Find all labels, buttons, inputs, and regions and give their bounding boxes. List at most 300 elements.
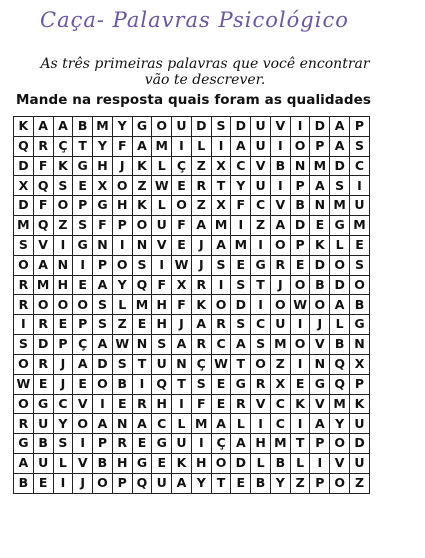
grid-cell[interactable]: C <box>270 394 290 414</box>
grid-cell[interactable]: X <box>93 176 113 196</box>
grid-cell[interactable]: E <box>33 374 53 394</box>
grid-cell[interactable]: G <box>251 255 271 275</box>
grid-cell[interactable]: S <box>350 255 370 275</box>
grid-cell[interactable]: J <box>191 255 211 275</box>
grid-cell[interactable]: O <box>330 473 350 493</box>
grid-cell[interactable]: A <box>33 255 53 275</box>
grid-cell[interactable]: B <box>290 196 310 216</box>
grid-cell[interactable]: V <box>310 335 330 355</box>
grid-cell[interactable]: K <box>172 454 192 474</box>
grid-cell[interactable]: O <box>290 335 310 355</box>
grid-cell[interactable]: Q <box>132 275 152 295</box>
grid-cell[interactable]: I <box>310 454 330 474</box>
grid-cell[interactable]: Z <box>251 216 271 236</box>
grid-cell[interactable]: A <box>93 414 113 434</box>
grid-cell[interactable]: I <box>53 235 73 255</box>
grid-cell[interactable]: M <box>93 117 113 137</box>
grid-cell[interactable]: O <box>211 295 231 315</box>
grid-cell[interactable]: Z <box>53 216 73 236</box>
grid-cell[interactable]: Y <box>112 117 132 137</box>
grid-cell[interactable]: U <box>251 136 271 156</box>
grid-cell[interactable]: E <box>290 374 310 394</box>
grid-cell[interactable]: O <box>251 354 271 374</box>
grid-cell[interactable]: B <box>14 473 34 493</box>
grid-cell[interactable]: J <box>53 374 73 394</box>
grid-cell[interactable]: L <box>231 414 251 434</box>
grid-cell[interactable]: I <box>251 235 271 255</box>
grid-cell[interactable]: A <box>53 117 73 137</box>
grid-cell[interactable]: E <box>152 454 172 474</box>
grid-cell[interactable]: K <box>132 156 152 176</box>
grid-cell[interactable]: E <box>73 176 93 196</box>
grid-cell[interactable]: S <box>93 295 113 315</box>
grid-cell[interactable]: J <box>112 156 132 176</box>
grid-cell[interactable]: A <box>231 136 251 156</box>
grid-cell[interactable]: Y <box>231 176 251 196</box>
grid-cell[interactable]: O <box>73 295 93 315</box>
grid-cell[interactable]: H <box>53 275 73 295</box>
grid-cell[interactable]: D <box>231 117 251 137</box>
grid-cell[interactable]: J <box>73 473 93 493</box>
grid-cell[interactable]: P <box>93 255 113 275</box>
grid-cell[interactable]: R <box>14 414 34 434</box>
grid-cell[interactable]: I <box>270 176 290 196</box>
grid-cell[interactable]: G <box>93 196 113 216</box>
grid-cell[interactable]: R <box>132 394 152 414</box>
grid-cell[interactable]: I <box>172 394 192 414</box>
grid-cell[interactable]: O <box>33 295 53 315</box>
grid-cell[interactable]: I <box>350 176 370 196</box>
grid-cell[interactable]: C <box>270 414 290 434</box>
grid-cell[interactable]: A <box>191 315 211 335</box>
grid-cell[interactable]: H <box>191 454 211 474</box>
grid-cell[interactable]: Z <box>191 156 211 176</box>
grid-cell[interactable]: R <box>211 315 231 335</box>
grid-cell[interactable]: C <box>350 156 370 176</box>
grid-cell[interactable]: Z <box>132 176 152 196</box>
grid-cell[interactable]: R <box>231 394 251 414</box>
grid-cell[interactable]: E <box>290 255 310 275</box>
grid-cell[interactable]: B <box>350 295 370 315</box>
grid-cell[interactable]: N <box>290 156 310 176</box>
grid-cell[interactable]: B <box>73 117 93 137</box>
grid-cell[interactable]: J <box>53 354 73 374</box>
grid-cell[interactable]: K <box>191 295 211 315</box>
grid-cell[interactable]: S <box>132 255 152 275</box>
grid-cell[interactable]: R <box>14 275 34 295</box>
grid-cell[interactable]: D <box>14 196 34 216</box>
grid-cell[interactable]: K <box>14 117 34 137</box>
grid-cell[interactable]: O <box>350 275 370 295</box>
grid-cell[interactable]: S <box>73 216 93 236</box>
grid-cell[interactable]: G <box>33 394 53 414</box>
grid-cell[interactable]: L <box>290 454 310 474</box>
grid-cell[interactable]: I <box>251 295 271 315</box>
grid-cell[interactable]: S <box>211 117 231 137</box>
grid-cell[interactable]: L <box>251 454 271 474</box>
grid-cell[interactable]: H <box>112 454 132 474</box>
grid-cell[interactable]: P <box>53 335 73 355</box>
grid-cell[interactable]: A <box>132 136 152 156</box>
grid-cell[interactable]: G <box>14 434 34 454</box>
grid-cell[interactable]: S <box>152 335 172 355</box>
grid-cell[interactable]: I <box>251 414 271 434</box>
grid-cell[interactable]: D <box>350 434 370 454</box>
grid-cell[interactable]: P <box>93 434 113 454</box>
grid-cell[interactable]: Y <box>112 275 132 295</box>
grid-cell[interactable]: X <box>14 176 34 196</box>
grid-cell[interactable]: B <box>112 374 132 394</box>
grid-cell[interactable]: Ç <box>73 335 93 355</box>
grid-cell[interactable]: C <box>152 414 172 434</box>
grid-cell[interactable]: B <box>270 156 290 176</box>
grid-cell[interactable]: P <box>310 434 330 454</box>
grid-cell[interactable]: P <box>112 216 132 236</box>
grid-cell[interactable]: U <box>251 117 271 137</box>
grid-cell[interactable]: K <box>53 156 73 176</box>
grid-cell[interactable]: L <box>53 454 73 474</box>
grid-cell[interactable]: N <box>172 354 192 374</box>
grid-cell[interactable]: X <box>172 275 192 295</box>
grid-cell[interactable]: A <box>191 216 211 236</box>
grid-cell[interactable]: P <box>310 136 330 156</box>
grid-cell[interactable]: I <box>211 275 231 295</box>
grid-cell[interactable]: L <box>152 156 172 176</box>
grid-cell[interactable]: H <box>152 394 172 414</box>
grid-cell[interactable]: N <box>53 255 73 275</box>
grid-cell[interactable]: Ç <box>53 136 73 156</box>
grid-cell[interactable]: S <box>14 235 34 255</box>
grid-cell[interactable]: A <box>330 295 350 315</box>
grid-cell[interactable]: T <box>172 374 192 394</box>
grid-cell[interactable]: Z <box>270 354 290 374</box>
grid-cell[interactable]: O <box>270 235 290 255</box>
grid-cell[interactable]: N <box>310 354 330 374</box>
grid-cell[interactable]: V <box>251 156 271 176</box>
grid-cell[interactable]: E <box>310 216 330 236</box>
grid-cell[interactable]: T <box>73 136 93 156</box>
grid-cell[interactable]: V <box>310 394 330 414</box>
grid-cell[interactable]: J <box>270 275 290 295</box>
grid-cell[interactable]: G <box>73 156 93 176</box>
grid-cell[interactable]: M <box>191 414 211 434</box>
grid-cell[interactable]: G <box>231 374 251 394</box>
grid-cell[interactable]: O <box>172 196 192 216</box>
grid-cell[interactable]: P <box>73 196 93 216</box>
grid-cell[interactable]: C <box>53 394 73 414</box>
grid-cell[interactable]: R <box>33 354 53 374</box>
grid-cell[interactable]: Ç <box>191 354 211 374</box>
grid-cell[interactable]: E <box>231 255 251 275</box>
grid-cell[interactable]: K <box>310 235 330 255</box>
grid-cell[interactable]: S <box>53 176 73 196</box>
grid-cell[interactable]: B <box>33 434 53 454</box>
grid-cell[interactable]: U <box>270 315 290 335</box>
grid-cell[interactable]: O <box>53 295 73 315</box>
grid-cell[interactable]: B <box>251 473 271 493</box>
grid-cell[interactable]: R <box>112 434 132 454</box>
grid-cell[interactable]: D <box>231 454 251 474</box>
grid-cell[interactable]: T <box>211 473 231 493</box>
grid-cell[interactable]: O <box>14 354 34 374</box>
grid-cell[interactable]: E <box>211 394 231 414</box>
grid-cell[interactable]: U <box>152 354 172 374</box>
grid-cell[interactable]: P <box>350 374 370 394</box>
grid-cell[interactable]: G <box>132 454 152 474</box>
grid-cell[interactable]: M <box>132 295 152 315</box>
grid-cell[interactable]: O <box>14 394 34 414</box>
grid-cell[interactable]: Z <box>290 473 310 493</box>
grid-cell[interactable]: I <box>191 434 211 454</box>
grid-cell[interactable]: L <box>191 136 211 156</box>
grid-cell[interactable]: N <box>112 414 132 434</box>
grid-cell[interactable]: C <box>251 315 271 335</box>
grid-cell[interactable]: R <box>191 335 211 355</box>
grid-cell[interactable]: E <box>231 473 251 493</box>
grid-cell[interactable]: Q <box>33 176 53 196</box>
grid-cell[interactable]: M <box>33 275 53 295</box>
grid-cell[interactable]: T <box>290 434 310 454</box>
grid-cell[interactable]: D <box>191 117 211 137</box>
grid-cell[interactable]: A <box>310 414 330 434</box>
grid-cell[interactable]: Q <box>14 136 34 156</box>
grid-cell[interactable]: A <box>14 454 34 474</box>
grid-cell[interactable]: D <box>330 156 350 176</box>
grid-cell[interactable]: O <box>132 216 152 236</box>
grid-cell[interactable]: D <box>330 275 350 295</box>
grid-cell[interactable]: S <box>231 315 251 335</box>
grid-cell[interactable]: R <box>14 295 34 315</box>
grid-cell[interactable]: S <box>231 275 251 295</box>
grid-cell[interactable]: S <box>191 374 211 394</box>
grid-cell[interactable]: D <box>310 117 330 137</box>
grid-cell[interactable]: E <box>73 275 93 295</box>
grid-cell[interactable]: G <box>152 434 172 454</box>
grid-cell[interactable]: U <box>33 454 53 474</box>
grid-cell[interactable]: A <box>330 136 350 156</box>
grid-cell[interactable]: G <box>73 235 93 255</box>
grid-cell[interactable]: T <box>231 354 251 374</box>
grid-cell[interactable]: R <box>33 315 53 335</box>
grid-cell[interactable]: V <box>330 454 350 474</box>
grid-cell[interactable]: W <box>14 374 34 394</box>
grid-cell[interactable]: I <box>14 315 34 335</box>
grid-cell[interactable]: A <box>172 335 192 355</box>
grid-cell[interactable]: V <box>73 394 93 414</box>
grid-cell[interactable]: E <box>33 473 53 493</box>
grid-cell[interactable]: X <box>350 354 370 374</box>
grid-cell[interactable]: T <box>132 354 152 374</box>
grid-cell[interactable]: G <box>330 216 350 236</box>
grid-cell[interactable]: X <box>211 156 231 176</box>
grid-cell[interactable]: I <box>152 255 172 275</box>
grid-cell[interactable]: A <box>330 117 350 137</box>
grid-cell[interactable]: A <box>73 354 93 374</box>
grid-cell[interactable]: E <box>53 315 73 335</box>
grid-cell[interactable]: M <box>211 216 231 236</box>
grid-cell[interactable]: I <box>290 117 310 137</box>
grid-cell[interactable]: L <box>172 414 192 434</box>
grid-cell[interactable]: O <box>330 434 350 454</box>
grid-cell[interactable]: Y <box>191 473 211 493</box>
grid-cell[interactable]: A <box>93 335 113 355</box>
grid-cell[interactable]: V <box>270 196 290 216</box>
grid-cell[interactable]: K <box>350 394 370 414</box>
grid-cell[interactable]: W <box>112 335 132 355</box>
grid-cell[interactable]: J <box>191 235 211 255</box>
grid-cell[interactable]: D <box>14 156 34 176</box>
grid-cell[interactable]: G <box>350 315 370 335</box>
grid-cell[interactable]: F <box>33 196 53 216</box>
grid-cell[interactable]: O <box>290 136 310 156</box>
grid-cell[interactable]: U <box>33 414 53 434</box>
grid-cell[interactable]: V <box>152 235 172 255</box>
grid-cell[interactable]: E <box>132 434 152 454</box>
grid-cell[interactable]: O <box>211 454 231 474</box>
grid-cell[interactable]: F <box>33 156 53 176</box>
grid-cell[interactable]: N <box>350 335 370 355</box>
grid-cell[interactable]: M <box>231 235 251 255</box>
grid-cell[interactable]: E <box>211 374 231 394</box>
grid-cell[interactable]: A <box>172 473 192 493</box>
grid-cell[interactable]: V <box>33 235 53 255</box>
grid-cell[interactable]: Y <box>270 473 290 493</box>
grid-cell[interactable]: B <box>93 454 113 474</box>
grid-cell[interactable]: D <box>290 216 310 236</box>
grid-cell[interactable]: N <box>93 235 113 255</box>
grid-cell[interactable]: V <box>73 454 93 474</box>
grid-cell[interactable]: Z <box>350 473 370 493</box>
grid-cell[interactable]: A <box>231 335 251 355</box>
grid-cell[interactable]: E <box>350 235 370 255</box>
grid-cell[interactable]: F <box>93 216 113 236</box>
grid-cell[interactable]: M <box>270 434 290 454</box>
grid-cell[interactable]: B <box>310 275 330 295</box>
grid-cell[interactable]: L <box>330 235 350 255</box>
grid-cell[interactable]: O <box>93 374 113 394</box>
grid-cell[interactable]: E <box>73 374 93 394</box>
grid-cell[interactable]: E <box>112 394 132 414</box>
grid-cell[interactable]: P <box>73 315 93 335</box>
grid-cell[interactable]: A <box>231 434 251 454</box>
grid-cell[interactable]: N <box>310 196 330 216</box>
grid-cell[interactable]: W <box>172 255 192 275</box>
grid-cell[interactable]: R <box>251 374 271 394</box>
grid-cell[interactable]: A <box>211 235 231 255</box>
grid-cell[interactable]: P <box>112 473 132 493</box>
grid-cell[interactable]: Y <box>53 414 73 434</box>
grid-cell[interactable]: K <box>290 394 310 414</box>
grid-cell[interactable]: E <box>172 235 192 255</box>
grid-cell[interactable]: I <box>211 136 231 156</box>
grid-cell[interactable]: M <box>14 216 34 236</box>
grid-cell[interactable]: R <box>191 176 211 196</box>
grid-cell[interactable]: I <box>73 434 93 454</box>
grid-cell[interactable]: U <box>350 196 370 216</box>
grid-cell[interactable]: Q <box>330 374 350 394</box>
grid-cell[interactable]: O <box>14 255 34 275</box>
grid-cell[interactable]: D <box>93 354 113 374</box>
grid-cell[interactable]: M <box>310 156 330 176</box>
grid-cell[interactable]: I <box>93 394 113 414</box>
grid-cell[interactable]: D <box>33 335 53 355</box>
grid-cell[interactable]: W <box>152 176 172 196</box>
grid-cell[interactable]: E <box>132 315 152 335</box>
grid-cell[interactable]: O <box>53 196 73 216</box>
grid-cell[interactable]: S <box>211 255 231 275</box>
grid-cell[interactable]: E <box>172 176 192 196</box>
grid-cell[interactable]: Z <box>112 315 132 335</box>
grid-cell[interactable]: C <box>231 156 251 176</box>
grid-cell[interactable]: M <box>330 196 350 216</box>
grid-cell[interactable]: F <box>172 295 192 315</box>
grid-cell[interactable]: H <box>152 315 172 335</box>
grid-cell[interactable]: J <box>172 315 192 335</box>
grid-cell[interactable]: V <box>270 117 290 137</box>
grid-cell[interactable]: U <box>350 454 370 474</box>
grid-cell[interactable]: O <box>93 473 113 493</box>
grid-cell[interactable]: O <box>330 255 350 275</box>
grid-cell[interactable]: A <box>132 414 152 434</box>
grid-cell[interactable]: D <box>231 295 251 315</box>
grid-cell[interactable]: G <box>132 117 152 137</box>
grid-cell[interactable]: L <box>152 196 172 216</box>
grid-cell[interactable]: O <box>112 176 132 196</box>
grid-cell[interactable]: P <box>290 176 310 196</box>
grid-cell[interactable]: S <box>53 434 73 454</box>
grid-cell[interactable]: Q <box>33 216 53 236</box>
grid-cell[interactable]: Z <box>191 196 211 216</box>
grid-cell[interactable]: M <box>350 216 370 236</box>
grid-cell[interactable]: U <box>152 216 172 236</box>
grid-cell[interactable]: I <box>73 255 93 275</box>
grid-cell[interactable]: S <box>251 335 271 355</box>
grid-cell[interactable]: U <box>152 473 172 493</box>
grid-cell[interactable]: C <box>211 335 231 355</box>
grid-cell[interactable]: K <box>132 196 152 216</box>
grid-cell[interactable]: I <box>172 136 192 156</box>
grid-cell[interactable]: Y <box>93 136 113 156</box>
grid-cell[interactable]: M <box>270 335 290 355</box>
grid-cell[interactable]: A <box>33 117 53 137</box>
grid-cell[interactable]: Ç <box>172 156 192 176</box>
grid-cell[interactable]: I <box>112 235 132 255</box>
grid-cell[interactable]: T <box>251 275 271 295</box>
grid-cell[interactable]: N <box>132 335 152 355</box>
grid-cell[interactable]: I <box>290 354 310 374</box>
grid-cell[interactable]: A <box>211 414 231 434</box>
grid-cell[interactable]: I <box>290 414 310 434</box>
grid-cell[interactable]: U <box>251 176 271 196</box>
grid-cell[interactable]: U <box>350 414 370 434</box>
grid-cell[interactable]: P <box>310 473 330 493</box>
grid-cell[interactable]: X <box>211 196 231 216</box>
grid-cell[interactable]: H <box>112 196 132 216</box>
grid-cell[interactable]: S <box>330 176 350 196</box>
grid-cell[interactable]: W <box>290 295 310 315</box>
grid-cell[interactable]: W <box>211 354 231 374</box>
grid-cell[interactable]: D <box>310 255 330 275</box>
grid-cell[interactable]: Q <box>152 374 172 394</box>
grid-cell[interactable]: T <box>211 176 231 196</box>
grid-cell[interactable]: A <box>93 275 113 295</box>
grid-cell[interactable]: Q <box>330 354 350 374</box>
grid-cell[interactable]: L <box>330 315 350 335</box>
grid-cell[interactable]: S <box>112 354 132 374</box>
grid-cell[interactable]: O <box>112 255 132 275</box>
grid-cell[interactable]: A <box>270 216 290 236</box>
grid-cell[interactable]: F <box>191 394 211 414</box>
